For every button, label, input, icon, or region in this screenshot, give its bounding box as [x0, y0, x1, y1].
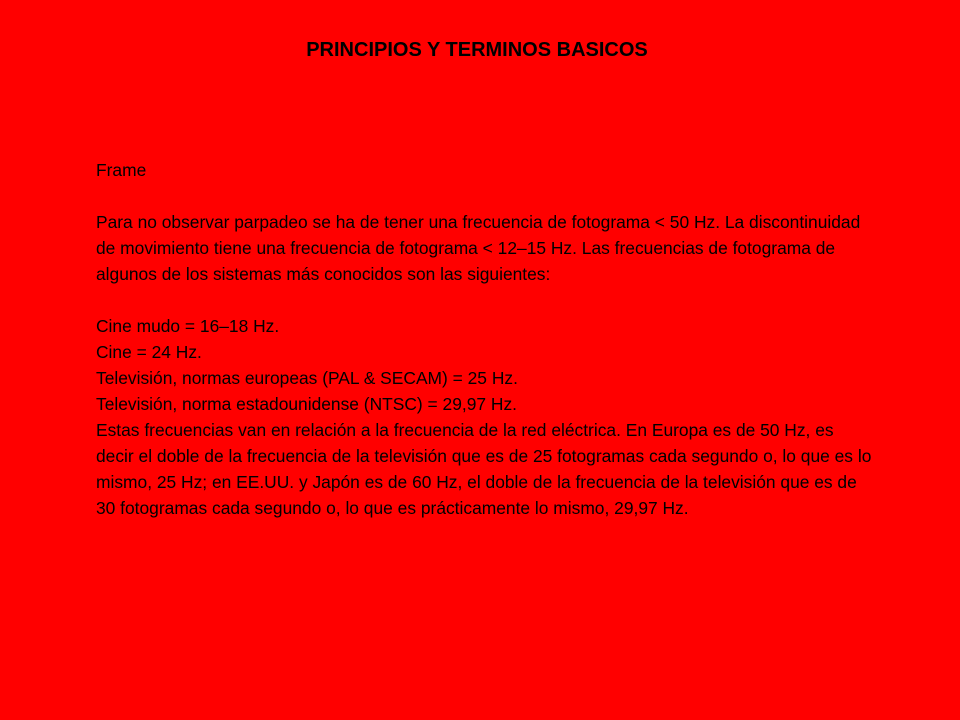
slide-body: [96, 157, 876, 521]
system-item-pal-secam: Televisión, normas europeas (PAL & SECAM) = 25 Hz.: [96, 368, 518, 388]
system-item-film: Cine = 24 Hz.: [96, 342, 202, 362]
system-item-ntsc: Televisión, norma estadounidense (NTSC) = 29,97 Hz.: [96, 394, 517, 414]
spacer: [96, 183, 876, 209]
explanation-paragraph: Estas frecuencias van en relación a la frecuencia de la red eléctrica. En Europa es de 50 Hz, es decir el doble de la frecuencia de la televisión que es de 25 fotogramas cada segundo o, lo que es lo mismo, 25 Hz; en EE.UU. y Japón es de 60 Hz, el doble de la frecuencia de la televisión que es de 30 fotogramas cada segundo o, lo que es prácticamente lo mismo, 29,97 Hz.: [96, 420, 872, 518]
system-item-silent-film: Cine mudo = 16–18 Hz.: [96, 316, 280, 336]
slide-title: PRINCIPIOS Y TERMINOS BASICOS: [306, 39, 648, 61]
intro-paragraph: Para no observar parpadeo se ha de tener una frecuencia de fotograma < 50 Hz. La discontinuidad de movimiento tiene una frecuencia de fotograma < 12–15 Hz. Las frecuencias de fotograma de algunos de los sistemas más conocidos son las siguientes:: [96, 212, 861, 284]
section-heading: Frame: [96, 160, 147, 180]
spacer: [96, 287, 876, 313]
